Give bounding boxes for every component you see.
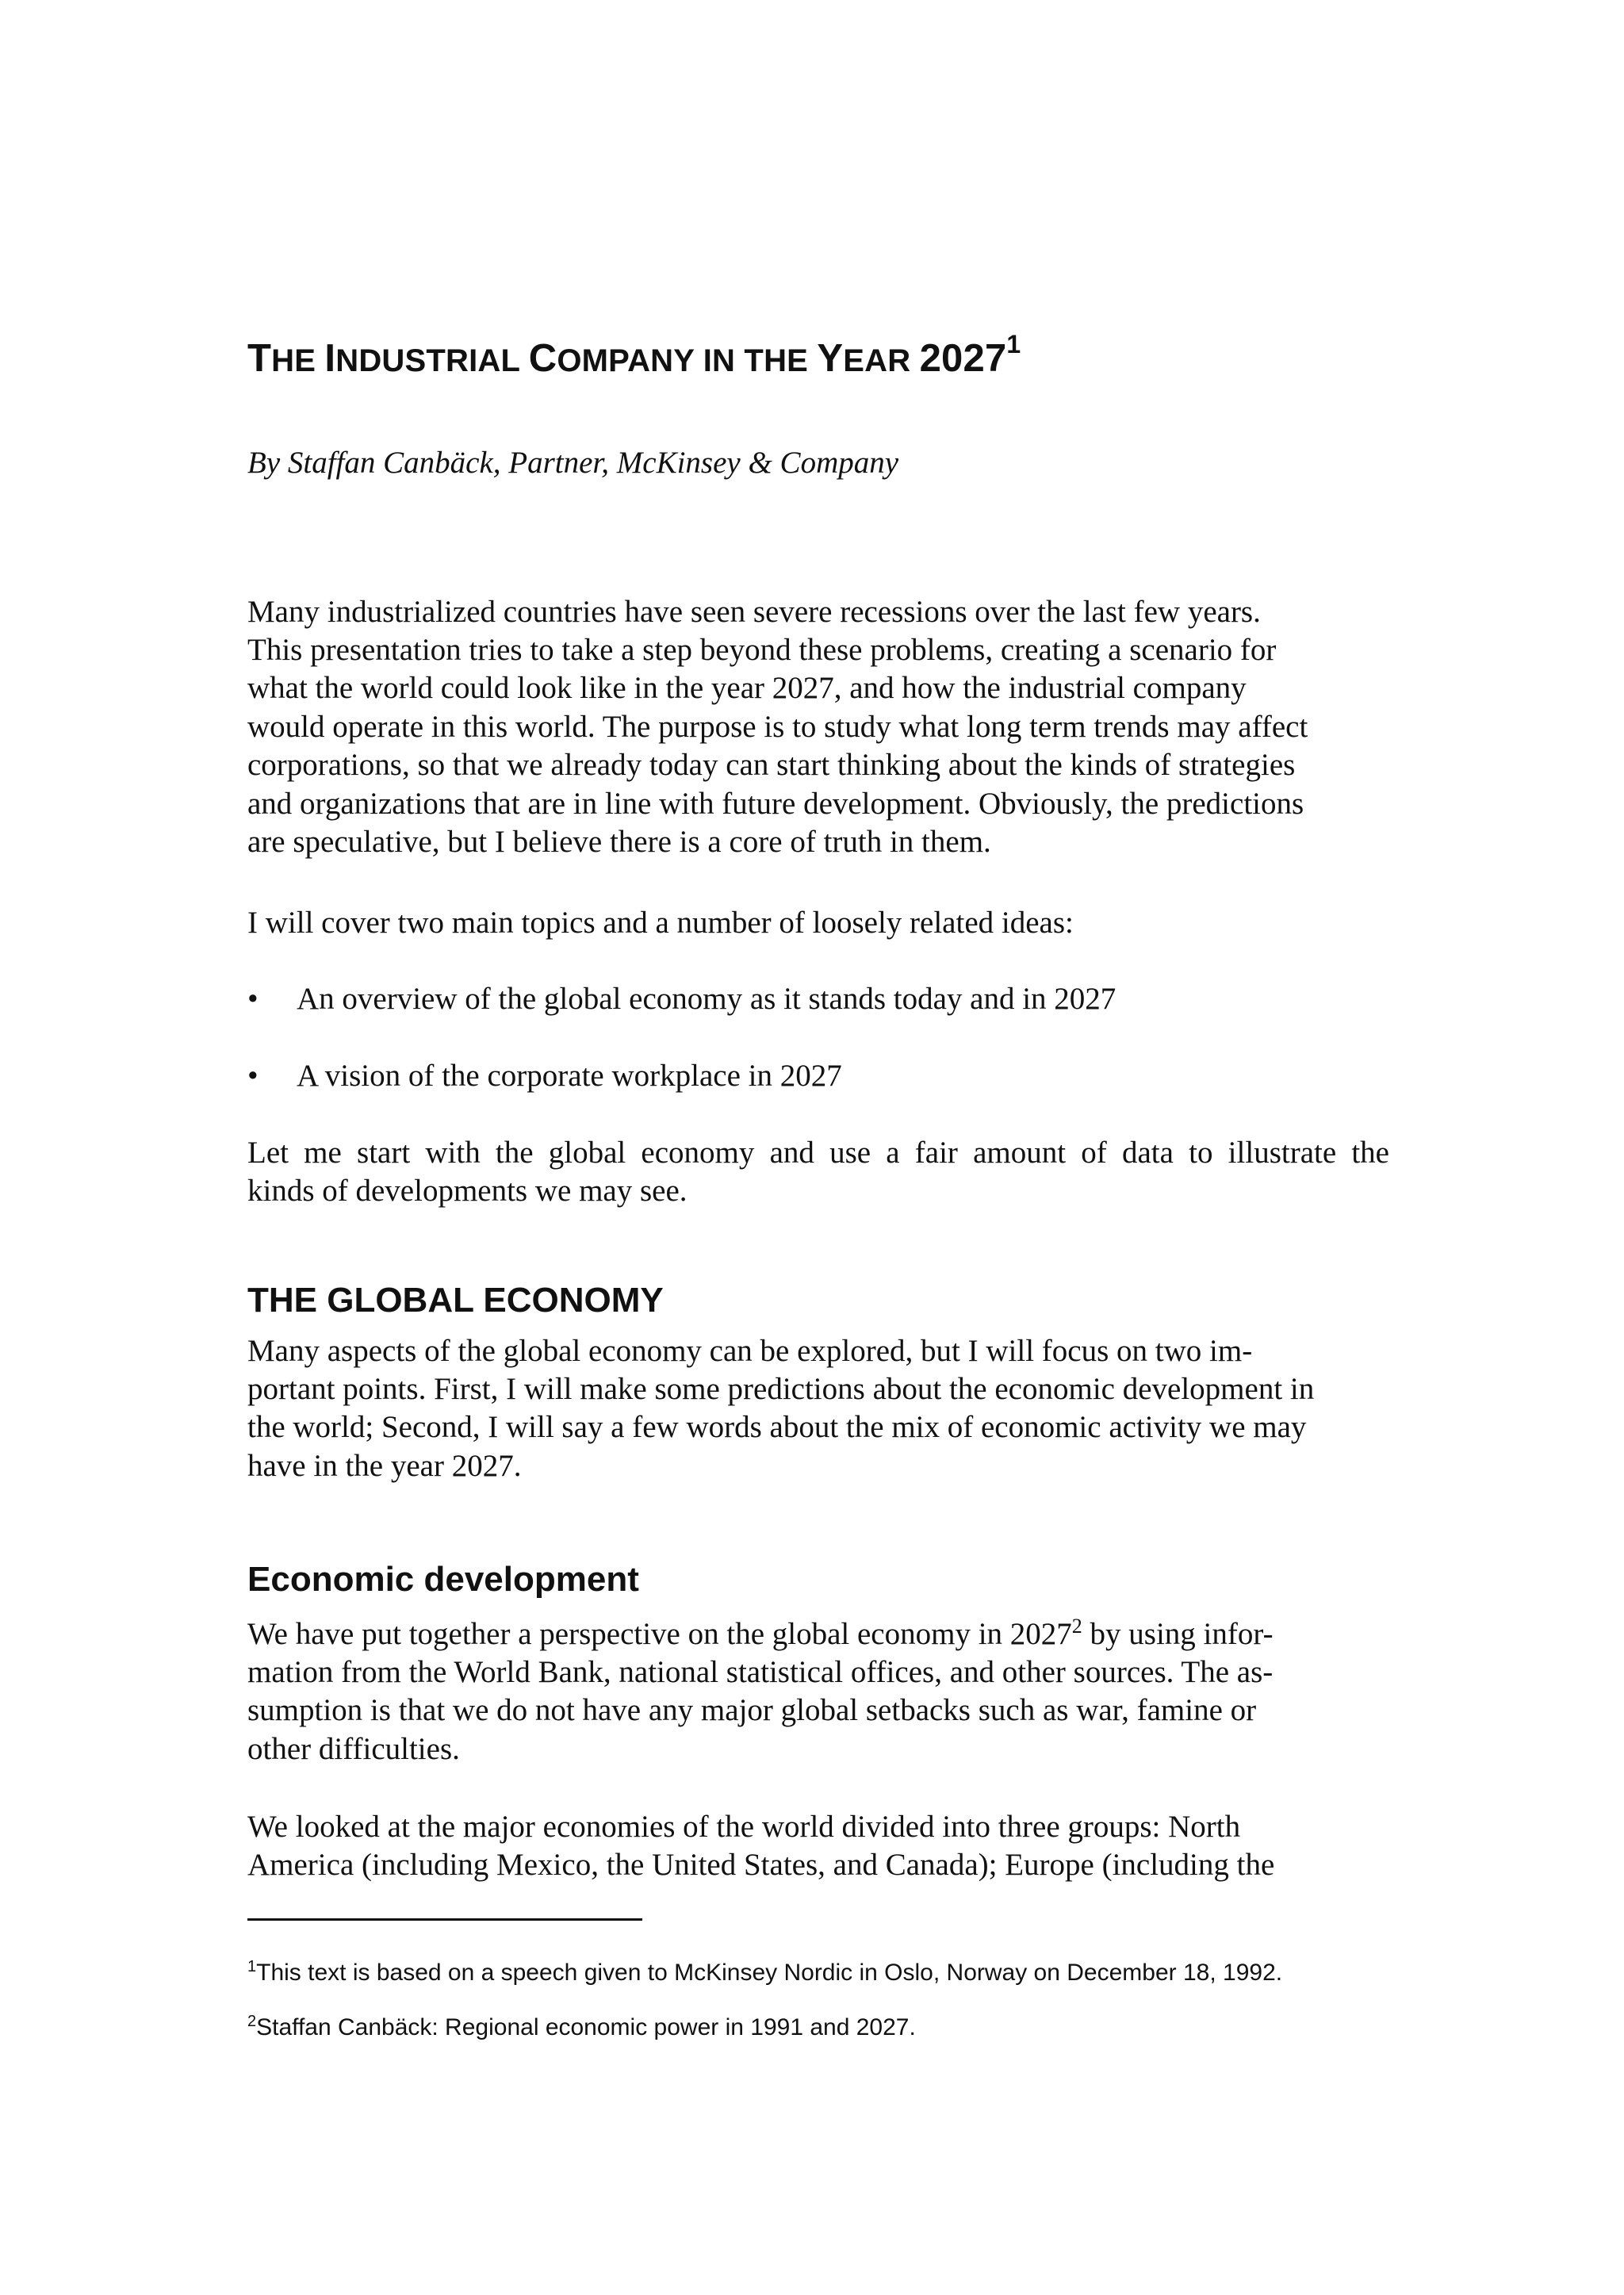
footnote-1: $^1$This text is based on a speech given to McKinsey Nordic in Oslo, Norway on December 18, 1992. bbox=[247, 1958, 1283, 1986]
footnote-ref[interactable]: 2 bbox=[1071, 1615, 1082, 1638]
paragraph-line: portant points. First, I will make some predictions about the economic development in bbox=[247, 1372, 1315, 1406]
bullet-icon: • bbox=[247, 1059, 259, 1093]
title-footnote-ref[interactable]: 1 bbox=[1006, 329, 1021, 358]
paragraph-line: sumption is that we do not have any major global setbacks such as war, famine or bbox=[247, 1693, 1257, 1727]
paragraph-line: America (including Mexico, the United States, and Canada); Europe (including the bbox=[247, 1848, 1275, 1882]
paragraph-line: mation from the World Bank, national statistical offices, and other sources. The as- bbox=[247, 1655, 1274, 1689]
paragraph-line: We looked at the major economies of the world divided into three groups: North bbox=[247, 1810, 1241, 1844]
footnote-2: $^2$Staffan Canbäck: Regional economic power in 1991 and 2027. bbox=[247, 2013, 916, 2040]
bullet-icon: • bbox=[247, 982, 259, 1016]
paragraph-line: are speculative, but I believe there is a core of truth in them. bbox=[247, 825, 991, 859]
document-title: THE INDUSTRIAL COMPANY IN THE YEAR 2027$^1$ bbox=[247, 329, 1021, 380]
section-heading-global-economy: THE GLOBAL ECONOMY bbox=[247, 1281, 664, 1320]
paragraph-line: corporations, so that we already today can start thinking about the kinds of strategies bbox=[247, 748, 1296, 782]
paragraph-line: what the world could look like in the year 2027, and how the industrial company bbox=[247, 671, 1247, 705]
byline: By Staffan Canbäck, Partner, McKinsey & Company bbox=[247, 446, 899, 480]
list-item bbox=[247, 1057, 842, 1095]
list-item bbox=[247, 980, 1116, 1018]
paragraph-line: other difficulties. bbox=[247, 1732, 460, 1766]
paragraph-line: Many aspects of the global economy can be explored, but I will focus on two im- bbox=[247, 1334, 1253, 1368]
paragraph-line: Let me start with the global economy and use a fair amount of data to illustrate the bbox=[247, 1136, 1389, 1170]
paragraph-line: Many industrialized countries have seen severe recessions over the last few years. bbox=[247, 595, 1261, 629]
paragraph-line: and organizations that are in line with future development. Obviously, the predictions bbox=[247, 787, 1304, 821]
paragraph-line: would operate in this world. The purpose is to study what long term trends may affect bbox=[247, 710, 1308, 744]
list-item-text: An overview of the global economy as it stands today and in 2027 bbox=[297, 982, 1116, 1016]
topics-intro: I will cover two main topics and a number of loosely related ideas: bbox=[247, 906, 1074, 940]
list-item-text: A vision of the corporate workplace in 2027 bbox=[297, 1059, 842, 1093]
paragraph-line: This presentation tries to take a step beyond these problems, creating a scenario for bbox=[247, 633, 1277, 667]
paragraph-line: the world; Second, I will say a few words about the mix of economic activity we may bbox=[247, 1410, 1307, 1444]
section-heading-economic-development: Economic development bbox=[247, 1560, 639, 1599]
footnote-divider bbox=[247, 1918, 642, 1921]
paragraph-line: have in the year 2027. bbox=[247, 1449, 522, 1483]
paragraph-line: kinds of developments we may see. bbox=[247, 1174, 688, 1208]
paragraph-line: We have put together a perspective on the global economy in 2027$^2$ by using infor- bbox=[247, 1615, 1274, 1651]
